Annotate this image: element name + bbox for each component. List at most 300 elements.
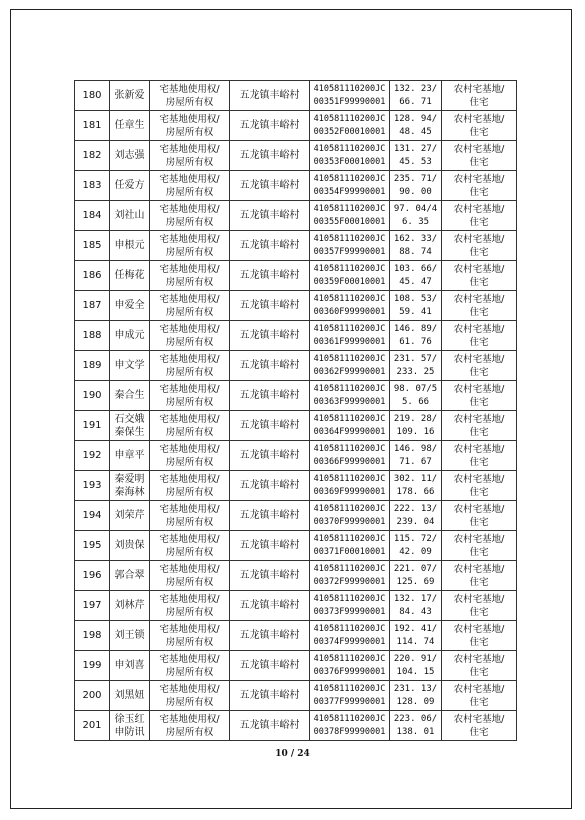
unit-code [310, 531, 390, 561]
unit-code-line: 00370F99990001 [313, 516, 386, 527]
land-use-line: 住宅 [469, 576, 489, 588]
unit-code-line: 00360F99990001 [313, 306, 386, 317]
area-value [390, 201, 442, 231]
area-value-line: 128. 94/ [393, 113, 438, 124]
area-value [390, 591, 442, 621]
location: 五龙镇丰峪村 [230, 171, 310, 201]
table-row [75, 651, 517, 681]
unit-code-line: 410581110200JC [313, 593, 386, 604]
right-type [150, 711, 230, 741]
owner-name [110, 261, 150, 291]
area-value [390, 321, 442, 351]
land-use-line: 住宅 [469, 246, 489, 258]
table-row [75, 591, 517, 621]
area-value-line: 88. 74 [399, 246, 432, 257]
land-use-line: 住宅 [469, 426, 489, 438]
land-use [442, 411, 517, 441]
table-row [75, 471, 517, 501]
area-value-line: 233. 25 [396, 366, 435, 377]
land-use-line: 农村宅基地/ [453, 683, 505, 695]
unit-code-line: 00357F99990001 [313, 246, 386, 257]
right-type-line: 宅基地使用权/ [159, 593, 220, 605]
right-type-line: 宅基地使用权/ [159, 293, 220, 305]
unit-code-line: 00353F00010001 [313, 156, 386, 167]
row-number: 192 [75, 441, 110, 471]
area-value-line: 125. 69 [396, 576, 435, 587]
unit-code [310, 231, 390, 261]
unit-code-line: 410581110200JC [313, 113, 386, 124]
area-value-line: 98. 07/5 [393, 383, 438, 394]
land-use [442, 621, 517, 651]
right-type [150, 471, 230, 501]
area-value-line: 48. 45 [399, 126, 432, 137]
table-row [75, 501, 517, 531]
right-type [150, 141, 230, 171]
unit-code [310, 411, 390, 441]
area-value [390, 141, 442, 171]
land-use-line: 住宅 [469, 456, 489, 468]
owner-name [110, 711, 150, 741]
owner-name [110, 141, 150, 171]
area-value [390, 561, 442, 591]
unit-code [310, 471, 390, 501]
right-type-line: 房屋所有权 [165, 576, 214, 588]
area-value-line: 231. 57/ [393, 353, 438, 364]
land-use [442, 141, 517, 171]
right-type [150, 681, 230, 711]
row-number: 185 [75, 231, 110, 261]
right-type-line: 房屋所有权 [165, 456, 214, 468]
unit-code-line: 00374F99990001 [313, 636, 386, 647]
land-use-line: 住宅 [469, 156, 489, 168]
area-value-line: 146. 89/ [393, 323, 438, 334]
location: 五龙镇丰峪村 [230, 81, 310, 111]
location: 五龙镇丰峪村 [230, 651, 310, 681]
land-use [442, 501, 517, 531]
area-value [390, 681, 442, 711]
unit-code [310, 141, 390, 171]
area-value-line: 220. 91/ [393, 653, 438, 664]
land-use-line: 农村宅基地/ [453, 143, 505, 155]
table-row [75, 291, 517, 321]
area-value [390, 381, 442, 411]
unit-code-line: 00376F99990001 [313, 666, 386, 677]
area-value-line: 42. 09 [399, 546, 432, 557]
land-use-line: 农村宅基地/ [453, 413, 505, 425]
area-value-line: 6. 35 [401, 216, 430, 227]
area-value [390, 651, 442, 681]
unit-code-line: 00371F00010001 [313, 546, 386, 557]
table-body [75, 81, 517, 741]
land-use-line: 农村宅基地/ [453, 383, 505, 395]
owner-name-line: 任梅花 [114, 270, 145, 281]
land-use-line: 住宅 [469, 186, 489, 198]
land-use-line: 住宅 [469, 396, 489, 408]
right-type-line: 房屋所有权 [165, 246, 214, 258]
owner-name-line: 申章平 [114, 450, 145, 461]
land-use-line: 住宅 [469, 126, 489, 138]
location: 五龙镇丰峪村 [230, 441, 310, 471]
owner-name-line: 徐玉红 [114, 713, 145, 725]
land-use-line: 住宅 [469, 216, 489, 228]
owner-name-line: 申爱全 [114, 300, 145, 311]
land-use [442, 291, 517, 321]
unit-code-line: 00354F99990001 [313, 186, 386, 197]
area-value [390, 261, 442, 291]
table-row [75, 261, 517, 291]
owner-name-line: 石交娥 [114, 413, 145, 425]
location: 五龙镇丰峪村 [230, 711, 310, 741]
area-value-line: 103. 66/ [393, 263, 438, 274]
unit-code [310, 711, 390, 741]
unit-code-line: 00366F99990001 [313, 456, 386, 467]
unit-code-line: 00363F99990001 [313, 396, 386, 407]
land-use-line: 农村宅基地/ [453, 563, 505, 575]
row-number: 180 [75, 81, 110, 111]
unit-code-line: 00369F99990001 [313, 486, 386, 497]
land-use-line: 住宅 [469, 336, 489, 348]
unit-code-line: 00359F00010001 [313, 276, 386, 287]
row-number: 191 [75, 411, 110, 441]
location: 五龙镇丰峪村 [230, 111, 310, 141]
unit-code-line: 410581110200JC [313, 323, 386, 334]
area-value [390, 501, 442, 531]
right-type-line: 宅基地使用权/ [159, 713, 220, 725]
land-use-line: 住宅 [469, 516, 489, 528]
table-row [75, 111, 517, 141]
right-type-line: 宅基地使用权/ [159, 263, 220, 275]
land-use-line: 农村宅基地/ [453, 503, 505, 515]
land-use-line: 农村宅基地/ [453, 473, 505, 485]
right-type [150, 171, 230, 201]
table-row [75, 201, 517, 231]
area-value-line: 90. 00 [399, 186, 432, 197]
unit-code-line: 410581110200JC [313, 443, 386, 454]
right-type [150, 501, 230, 531]
owner-name [110, 381, 150, 411]
owner-name [110, 591, 150, 621]
right-type-line: 房屋所有权 [165, 186, 214, 198]
right-type-line: 房屋所有权 [165, 276, 214, 288]
area-value-line: 138. 01 [396, 726, 435, 737]
page-number: 10 / 24 [275, 749, 310, 759]
land-use-line: 农村宅基地/ [453, 83, 505, 95]
right-type [150, 531, 230, 561]
owner-name-line: 刘林芹 [114, 600, 145, 611]
unit-code-line: 410581110200JC [313, 263, 386, 274]
land-use [442, 561, 517, 591]
unit-code-line: 00364F99990001 [313, 426, 386, 437]
area-value-line: 235. 71/ [393, 173, 438, 184]
row-number: 189 [75, 351, 110, 381]
area-value-line: 223. 06/ [393, 713, 438, 724]
unit-code [310, 171, 390, 201]
right-type-line: 宅基地使用权/ [159, 323, 220, 335]
unit-code-line: 00351F99990001 [313, 96, 386, 107]
unit-code-line: 410581110200JC [313, 413, 386, 424]
unit-code [310, 591, 390, 621]
unit-code-line: 00372F99990001 [313, 576, 386, 587]
location: 五龙镇丰峪村 [230, 591, 310, 621]
area-value-line: 59. 41 [399, 306, 432, 317]
area-value-line: 239. 04 [396, 516, 435, 527]
right-type [150, 231, 230, 261]
right-type-line: 宅基地使用权/ [159, 383, 220, 395]
owner-name-line: 张新爱 [114, 90, 145, 101]
owner-name [110, 201, 150, 231]
table-row [75, 231, 517, 261]
right-type [150, 411, 230, 441]
unit-code-line: 00355F00010001 [313, 216, 386, 227]
unit-code [310, 261, 390, 291]
land-use-line: 农村宅基地/ [453, 173, 505, 185]
area-value-line: 132. 17/ [393, 593, 438, 604]
unit-code-line: 410581110200JC [313, 653, 386, 664]
right-type [150, 381, 230, 411]
unit-code [310, 501, 390, 531]
owner-name-line: 申根元 [114, 240, 145, 251]
land-use-line: 住宅 [469, 306, 489, 318]
land-use [442, 471, 517, 501]
land-use [442, 171, 517, 201]
land-use [442, 261, 517, 291]
table-row [75, 441, 517, 471]
row-number: 187 [75, 291, 110, 321]
owner-name [110, 321, 150, 351]
area-value-line: 222. 13/ [393, 503, 438, 514]
right-type-line: 房屋所有权 [165, 426, 214, 438]
land-use-line: 农村宅基地/ [453, 653, 505, 665]
land-use [442, 201, 517, 231]
area-value [390, 171, 442, 201]
right-type [150, 291, 230, 321]
land-use [442, 711, 517, 741]
right-type-line: 房屋所有权 [165, 636, 214, 648]
owner-name-line: 申成元 [114, 330, 145, 341]
land-use-line: 住宅 [469, 546, 489, 558]
unit-code-line: 410581110200JC [313, 683, 386, 694]
unit-code-line: 410581110200JC [313, 143, 386, 154]
right-type-line: 房屋所有权 [165, 396, 214, 408]
row-number: 199 [75, 651, 110, 681]
location: 五龙镇丰峪村 [230, 351, 310, 381]
unit-code [310, 351, 390, 381]
area-value [390, 231, 442, 261]
location: 五龙镇丰峪村 [230, 501, 310, 531]
unit-code [310, 681, 390, 711]
owner-name [110, 471, 150, 501]
owner-name [110, 351, 150, 381]
unit-code-line: 410581110200JC [313, 293, 386, 304]
unit-code [310, 441, 390, 471]
land-use-line: 住宅 [469, 696, 489, 708]
unit-code-line: 00352F00010001 [313, 126, 386, 137]
right-type-line: 房屋所有权 [165, 486, 214, 498]
unit-code-line: 410581110200JC [313, 173, 386, 184]
right-type-line: 宅基地使用权/ [159, 233, 220, 245]
area-value [390, 711, 442, 741]
owner-name [110, 171, 150, 201]
right-type-line: 房屋所有权 [165, 726, 214, 738]
land-use [442, 681, 517, 711]
land-use-line: 农村宅基地/ [453, 203, 505, 215]
area-value [390, 441, 442, 471]
unit-code [310, 651, 390, 681]
right-type-line: 房屋所有权 [165, 366, 214, 378]
unit-code [310, 291, 390, 321]
unit-code-line: 410581110200JC [313, 203, 386, 214]
right-type-line: 房屋所有权 [165, 306, 214, 318]
land-use [442, 351, 517, 381]
location: 五龙镇丰峪村 [230, 261, 310, 291]
land-use-line: 农村宅基地/ [453, 443, 505, 455]
right-type-line: 房屋所有权 [165, 126, 214, 138]
owner-name-line: 申文学 [114, 360, 145, 371]
right-type [150, 111, 230, 141]
unit-code [310, 561, 390, 591]
row-number: 194 [75, 501, 110, 531]
table-row [75, 531, 517, 561]
area-value-line: 221. 07/ [393, 563, 438, 574]
row-number: 181 [75, 111, 110, 141]
area-value-line: 114. 74 [396, 636, 435, 647]
unit-code-line: 410581110200JC [313, 83, 386, 94]
land-use [442, 321, 517, 351]
location: 五龙镇丰峪村 [230, 531, 310, 561]
owner-name [110, 81, 150, 111]
land-use [442, 441, 517, 471]
owner-name-line: 申刘喜 [114, 660, 145, 671]
owner-name [110, 291, 150, 321]
location: 五龙镇丰峪村 [230, 621, 310, 651]
right-type-line: 宅基地使用权/ [159, 143, 220, 155]
area-value-line: 128. 09 [396, 696, 435, 707]
owner-name [110, 111, 150, 141]
area-value [390, 111, 442, 141]
land-use [442, 231, 517, 261]
owner-name [110, 441, 150, 471]
land-use-line: 农村宅基地/ [453, 533, 505, 545]
unit-code-line: 410581110200JC [313, 473, 386, 484]
unit-code [310, 381, 390, 411]
owner-name [110, 231, 150, 261]
row-number: 196 [75, 561, 110, 591]
row-number: 182 [75, 141, 110, 171]
table-row [75, 351, 517, 381]
row-number: 197 [75, 591, 110, 621]
owner-name-line: 任爱方 [114, 180, 145, 191]
unit-code-line: 00377F99990001 [313, 696, 386, 707]
area-value-line: 231. 13/ [393, 683, 438, 694]
area-value [390, 531, 442, 561]
right-type-line: 房屋所有权 [165, 216, 214, 228]
unit-code-line: 410581110200JC [313, 383, 386, 394]
owner-name-line: 刘社山 [114, 210, 145, 221]
area-value [390, 411, 442, 441]
owner-name-line: 申防讯 [114, 726, 145, 738]
row-number: 195 [75, 531, 110, 561]
right-type [150, 651, 230, 681]
area-value [390, 471, 442, 501]
table-row [75, 411, 517, 441]
right-type-line: 房屋所有权 [165, 156, 214, 168]
owner-name-line: 刘贵保 [114, 540, 145, 551]
area-value-line: 97. 04/4 [393, 203, 438, 214]
right-type-line: 宅基地使用权/ [159, 413, 220, 425]
location: 五龙镇丰峪村 [230, 321, 310, 351]
land-use-line: 住宅 [469, 726, 489, 738]
unit-code-line: 410581110200JC [313, 233, 386, 244]
right-type-line: 宅基地使用权/ [159, 353, 220, 365]
right-type-line: 宅基地使用权/ [159, 503, 220, 515]
area-value-line: 302. 11/ [393, 473, 438, 484]
owner-name [110, 681, 150, 711]
unit-code [310, 81, 390, 111]
land-use [442, 591, 517, 621]
owner-name-line: 任章生 [114, 120, 145, 131]
location: 五龙镇丰峪村 [230, 141, 310, 171]
row-number: 184 [75, 201, 110, 231]
land-use-line: 住宅 [469, 606, 489, 618]
area-value-line: 71. 67 [399, 456, 432, 467]
land-use-line: 农村宅基地/ [453, 593, 505, 605]
owner-name [110, 411, 150, 441]
unit-code-line: 00373F99990001 [313, 606, 386, 617]
land-use-line: 住宅 [469, 96, 489, 108]
unit-code [310, 201, 390, 231]
unit-code [310, 111, 390, 141]
table-row [75, 561, 517, 591]
area-value-line: 66. 71 [399, 96, 432, 107]
right-type-line: 宅基地使用权/ [159, 113, 220, 125]
unit-code-line: 410581110200JC [313, 533, 386, 544]
location: 五龙镇丰峪村 [230, 291, 310, 321]
area-value-line: 108. 53/ [393, 293, 438, 304]
land-use [442, 651, 517, 681]
owner-name-line: 秦海林 [114, 486, 145, 498]
owner-name-line: 秦爱明 [114, 473, 145, 485]
land-use-line: 住宅 [469, 366, 489, 378]
area-value-line: 162. 33/ [393, 233, 438, 244]
land-use-line: 农村宅基地/ [453, 113, 505, 125]
owner-name [110, 621, 150, 651]
location: 五龙镇丰峪村 [230, 411, 310, 441]
land-use-line: 农村宅基地/ [453, 233, 505, 245]
table-row [75, 171, 517, 201]
right-type-line: 房屋所有权 [165, 96, 214, 108]
right-type [150, 321, 230, 351]
area-value-line: 104. 15 [396, 666, 435, 677]
land-use [442, 531, 517, 561]
land-use-line: 住宅 [469, 276, 489, 288]
row-number: 200 [75, 681, 110, 711]
area-value-line: 109. 16 [396, 426, 435, 437]
owner-name [110, 561, 150, 591]
land-use-line: 农村宅基地/ [453, 293, 505, 305]
area-value-line: 45. 47 [399, 276, 432, 287]
location: 五龙镇丰峪村 [230, 471, 310, 501]
area-value-line: 219. 28/ [393, 413, 438, 424]
right-type-line: 宅基地使用权/ [159, 563, 220, 575]
right-type-line: 宅基地使用权/ [159, 83, 220, 95]
area-value [390, 621, 442, 651]
right-type [150, 441, 230, 471]
unit-code-line: 00362F99990001 [313, 366, 386, 377]
table-row [75, 681, 517, 711]
table-row [75, 381, 517, 411]
right-type-line: 宅基地使用权/ [159, 203, 220, 215]
property-rights-table [74, 80, 517, 741]
